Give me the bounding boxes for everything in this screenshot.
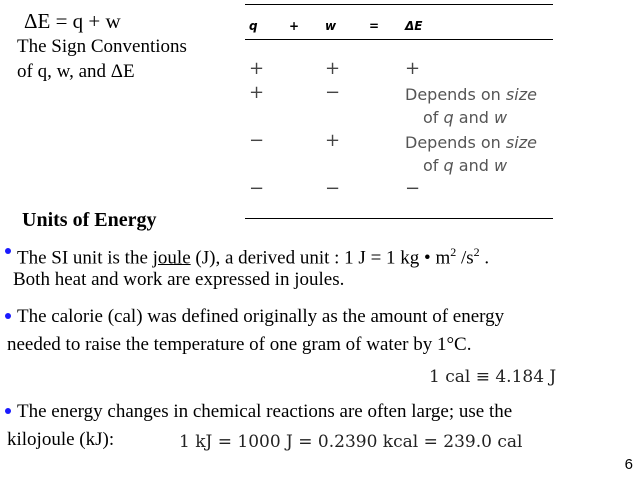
bullet-icon	[5, 248, 11, 254]
calorie-text-line1: The calorie (cal) was defined originally as the amount of energy	[17, 306, 505, 327]
bullet-icon	[5, 313, 11, 319]
kilojoule-text-line1: The energy changes in chemical reactions are often large; use the	[17, 401, 513, 422]
row2-delta-e: Depends on size	[405, 85, 537, 104]
row4-w: −	[325, 178, 341, 199]
calorie-formula: 1 cal ≡ 4.184 J	[429, 367, 557, 387]
row3-delta-e-line2: of q and w	[423, 156, 508, 175]
col-header-plus: +	[289, 19, 300, 33]
joules-text: Both heat and work are expressed in joules.	[13, 269, 345, 290]
calorie-text-line2: needed to raise the temperature of one gram of water by 1°C.	[7, 334, 472, 355]
sign-conventions-title-line1: The Sign Conventions	[17, 36, 187, 57]
col-header-equals: =	[369, 19, 380, 33]
si-unit-text: The SI unit is the joule (J), a derived unit : 1 J = 1 kg • $m^2$ $/s^2$ .	[17, 245, 490, 269]
main-equation: ΔE = q + w	[24, 9, 121, 33]
row1-q: +	[249, 58, 265, 79]
row1-w: +	[325, 58, 341, 79]
kilojoule-text-line2: kilojoule (kJ):	[7, 429, 115, 450]
sign-conventions-title-line2: of q, w, and ΔE	[17, 61, 135, 82]
row3-delta-e: Depends on size	[405, 133, 537, 152]
row4-delta-e: −	[405, 178, 421, 199]
sign-convention-table	[245, 4, 553, 220]
row2-w: −	[325, 82, 341, 103]
page-number: 6	[624, 456, 633, 473]
row4-q: −	[249, 178, 265, 199]
table-bottom-rule	[245, 218, 553, 219]
col-header-w: w	[325, 19, 337, 33]
table-header-rule	[245, 39, 553, 40]
row3-w: +	[325, 130, 341, 151]
row1-delta-e: +	[405, 58, 421, 79]
row2-delta-e-line2: of q and w	[423, 108, 508, 127]
kilojoule-formula: 1 kJ = 1000 J = 0.2390 kcal = 239.0 cal	[179, 432, 523, 452]
table-top-rule	[245, 4, 553, 5]
row3-q: −	[249, 130, 265, 151]
units-of-energy-heading: Units of Energy	[22, 209, 157, 231]
bullet-icon	[5, 408, 11, 414]
col-header-q: q	[249, 19, 258, 33]
row2-q: +	[249, 82, 265, 103]
col-header-delta-e: ΔE	[405, 19, 423, 33]
